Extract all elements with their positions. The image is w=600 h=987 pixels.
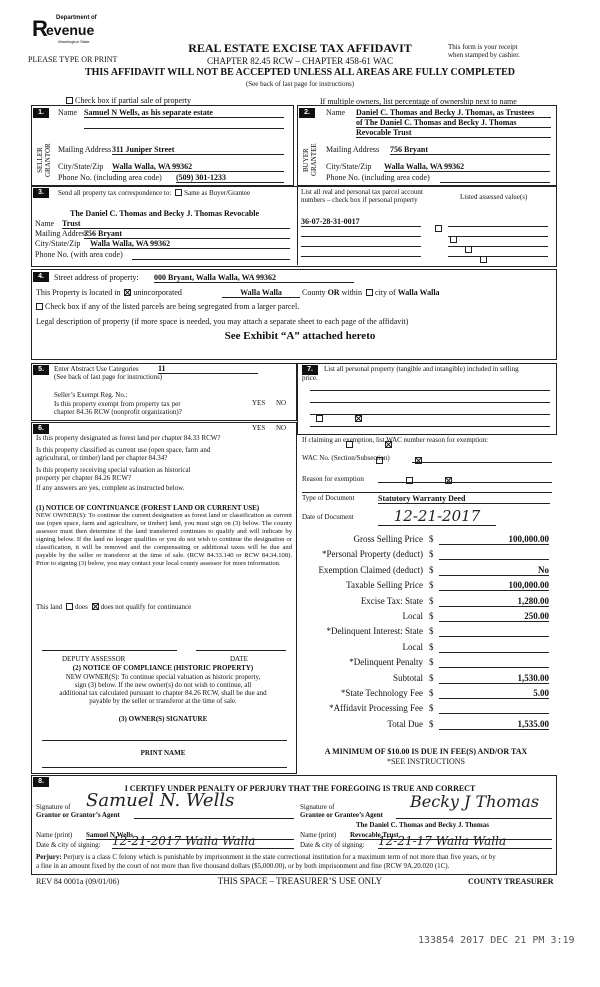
yes-header-6: YES [252, 424, 266, 432]
owner-signature-line [42, 740, 287, 741]
buyer-phone-line [440, 182, 550, 183]
partial-sale-label: Check box if partial sale of property [75, 96, 191, 105]
doc-type: Statutory Warranty Deed [378, 494, 550, 504]
exempt-q1: Is this property exempt from property tax per [54, 400, 181, 408]
form-title: REAL ESTATE EXCISE TAX AFFIDAVIT [188, 41, 412, 55]
exempt-reg-label: Seller’s Exempt Reg. No.: [54, 391, 128, 399]
seller-mailing: 311 Juniper Street [112, 145, 284, 155]
reason-line [378, 482, 552, 483]
seller-city: Walla Walla, WA 99362 [112, 162, 284, 172]
this-land-row [36, 603, 191, 611]
fee-row-value [439, 549, 549, 560]
multi-owner-note: If multiple owners, list percentage of ownership next to name [320, 97, 517, 106]
fee-row-currency: $ [429, 611, 434, 621]
buyer-phone-label: Phone No. (including area code) [326, 173, 430, 182]
this-land-label: This land [36, 603, 63, 611]
deputy-date-label: DATE [230, 655, 248, 663]
fee-row-label: *Affidavit Processing Fee [329, 703, 423, 714]
fee-row-label: Gross Selling Price [353, 534, 423, 544]
logo-sub: Washington State [58, 39, 90, 44]
parcel-2-line [301, 236, 421, 237]
grantee-agent-label: Grantee or Grantee’s Agent [300, 811, 384, 819]
grantee-name-1: The Daniel C. Thomas and Becky J. Thomas [356, 821, 489, 829]
fee-row-value: 100,000.00 [439, 534, 549, 545]
treasurer-space-label: THIS SPACE – TREASURER’S USE ONLY [217, 876, 383, 886]
parcel-1-personal-checkbox[interactable] [435, 225, 442, 232]
tax-name-label: Name [35, 219, 55, 228]
abstract-label: Enter Abstract Use Categories [54, 365, 139, 373]
doc-date: 12-21-2017 [378, 507, 496, 526]
fee-row-value: 1,535.00 [439, 719, 549, 730]
grantee-name-print-label: Name (print) [300, 831, 337, 839]
see-back-note: (See back of last page for instructions) [245, 80, 355, 88]
fee-row-currency: $ [429, 564, 434, 575]
receipt-note-1: This form is your receipt [448, 43, 518, 51]
notice-compliance-line-3: additional tax calculated pursuant to chapter 84.26 RCW, shall be due and [59, 689, 267, 697]
personal-property-label-2: price. [302, 374, 318, 382]
buyer-mailing-label: Mailing Address [326, 145, 380, 154]
logo-word: evenue [46, 22, 95, 38]
section-7-box [297, 363, 557, 435]
partial-sale-checkbox[interactable] [66, 97, 73, 104]
print-note: PLEASE TYPE OR PRINT [28, 55, 118, 64]
fee-row-label: Exemption Claimed (deduct) [318, 564, 423, 575]
section-6-number: 6. [33, 424, 49, 434]
fee-row-value [439, 642, 549, 653]
section-3-number: 3. [33, 188, 49, 198]
grantor-date-label: Date & city of signing: [36, 841, 101, 849]
perjury-title: Perjury: [36, 853, 62, 861]
fee-row-label: Taxable Selling Price [346, 580, 423, 591]
seller-city-label: City/State/Zip [58, 162, 104, 171]
no-header-6: NO [276, 424, 287, 432]
exemption-claim-label: If claiming an exemption, list WAC number reason for exemption: [302, 436, 489, 444]
seller-side-label: SELLER GRANTOR [36, 143, 52, 177]
fee-row-currency: $ [429, 549, 434, 560]
buyer-name-label: Name [326, 108, 346, 117]
notice-compliance-title: (2) NOTICE OF COMPLIANCE (HISTORIC PROPERTY) [72, 664, 254, 672]
fee-row-label: *Delinquent Penalty [349, 657, 423, 668]
wac-label: WAC No. (Section/Subsection) [302, 454, 390, 462]
land-does-checkbox[interactable] [66, 603, 73, 610]
does-label: does [75, 603, 88, 611]
unincorporated-checkbox[interactable] [124, 289, 131, 296]
parcel-4-assessed-line [448, 256, 548, 257]
buyer-name-2: of The Daniel C. Thomas and Becky J. Thomas [356, 118, 551, 128]
assessed-header: Listed assessed value(s) [460, 193, 528, 201]
grantor-name-print: Samuel N Wells [86, 831, 294, 840]
buyer-city-label: City/State/Zip [326, 162, 372, 171]
fee-row-currency: $ [429, 595, 434, 606]
see-instructions-note: *SEE INSTRUCTIONS [386, 757, 465, 766]
fee-row-currency: $ [429, 580, 434, 591]
grantee-signature-line [396, 818, 552, 819]
current-use-question-b: agricultural, or timber) land per chapter 84.34? [36, 454, 168, 462]
form-revision: REV 84 0001a (09/01/06) [36, 877, 120, 886]
section-1-number: 1. [33, 108, 49, 118]
notice-compliance-line-1: NEW OWNER(S): To continue special valuation as historic property, [65, 673, 261, 681]
perjury-text [36, 853, 556, 861]
personal-line-3 [310, 414, 550, 415]
segregated-label: Check box if any of the listed parcels are being segregated from a larger parcel. [45, 302, 300, 311]
minimum-note: A MINIMUM OF $10.00 IS DUE IN FEE(S) AND/OR TAX [324, 747, 528, 756]
exhibit-text: See Exhibit “A” attached hereto [224, 330, 376, 342]
parcel-header-1: List all real and personal tax parcel account [301, 188, 423, 196]
yes-header-5: YES [252, 399, 266, 407]
fee-row-value [439, 703, 549, 714]
fee-row-value [439, 626, 549, 637]
tax-name-line1: The Daniel C. Thomas and Becky J. Thomas Revocable [70, 209, 260, 218]
fee-row-currency: $ [429, 534, 434, 544]
form-subtitle: CHAPTER 82.45 RCW – CHAPTER 458-61 WAC [207, 56, 393, 66]
segregated-row [34, 302, 299, 311]
fee-row-currency: $ [429, 703, 434, 714]
parcel-header-2: numbers – check box if personal property [301, 196, 418, 204]
buyer-city: Walla Walla, WA 99362 [384, 162, 550, 172]
fee-row-value: 100,000.00 [439, 580, 549, 591]
fee-row-label: Excise Tax: State [360, 595, 423, 606]
notice-continuance-title: (1) NOTICE OF CONTINUANCE (FOREST LAND OR CURRENT USE) [36, 504, 260, 512]
parcel-4-line [301, 256, 421, 257]
section-7-number: 7. [302, 365, 318, 375]
buyer-side-label: BUYER GRANTEE [302, 143, 318, 177]
grantee-sig-of: Signature of [300, 803, 335, 811]
fee-row-label: Local [402, 641, 423, 652]
current-use-question-a: Is this property classified as current use (open space, farm and [36, 446, 211, 454]
location-row [36, 288, 182, 297]
print-name-line [42, 767, 287, 768]
doc-type-label: Type of Document [302, 494, 355, 502]
fee-row-currency: $ [429, 718, 434, 729]
segregated-checkbox[interactable] [36, 303, 43, 310]
grantor-date-city: 12-21-2017 Walla Walla [112, 834, 294, 849]
city-name: Walla Walla [397, 288, 440, 297]
fee-row-value: 250.00 [439, 611, 549, 622]
buyer-name-1: Daniel C. Thomas and Becky J. Thomas, as Trustees [356, 108, 551, 118]
tax-mailing-label: Mailing Address [35, 229, 89, 238]
buyer-mailing: 756 Bryant [390, 145, 550, 155]
certify-statement: I CERTIFY UNDER PENALTY OF PERJURY THAT THE FOREGOING IS TRUE AND CORRECT [124, 784, 476, 793]
fee-table [297, 534, 555, 734]
logo-r-glyph: R [32, 16, 48, 41]
county-name: Walla Walla [222, 288, 300, 298]
historic-question-a: Is this property receiving special valuation as historical [36, 466, 191, 474]
seller-name-line2 [84, 128, 284, 129]
reason-label: Reason for exemption [302, 475, 364, 483]
county-or-row [302, 288, 440, 297]
notice-continuance-body: NEW OWNER(S): To continue the current designation as forest land or classification as current use (open space, farm and agriculture, or timber) land, you must sign on (3) below. The county assessor must then determine if the land transferred continues to qualify and will indicate by signing below. If the land no longer qualifies or you do not wish to continue the designation or classification, it will be removed and the compensating or additional taxes will be due and payable by the seller or transferor at the time of sale. (RCW 84.33.140 or RCW 84.34.108). Prior to signing (3) below, you may contact your local county assessor for more information. [36, 512, 292, 567]
same-as-buyer-checkbox[interactable] [175, 189, 182, 196]
county-treasurer-label: COUNTY TREASURER [468, 877, 554, 886]
street-label: Street address of property: [54, 273, 139, 282]
or-label: OR [327, 288, 340, 297]
seller-phone: (509) 301-1233 [176, 173, 284, 183]
grantee-signature: Becky J Thomas [410, 792, 540, 811]
personal-line-1 [310, 390, 550, 391]
logo-top-text: Department of [56, 15, 97, 21]
within-label: within [341, 288, 363, 297]
send-correspondence-row [58, 189, 250, 197]
complete-instruction: If any answers are yes, complete as instructed below. [36, 484, 185, 492]
parcel-4-personal-checkbox[interactable] [480, 256, 487, 263]
owner-signature-label: (3) OWNER(S) SIGNATURE [118, 715, 208, 723]
seller-name-label: Name [58, 108, 78, 117]
doc-date-label: Date of Document [302, 513, 354, 521]
recording-stamp: 133854 2017 DEC 21 PM 3:19 [418, 935, 575, 946]
abstract-see-back: (See back of last page for instructions) [54, 373, 163, 381]
county-label: County [302, 288, 326, 297]
wac-line [412, 462, 552, 463]
unincorporated-label: unincorporated [133, 288, 182, 297]
fee-row-value: No [439, 565, 549, 576]
grantor-name-print-label: Name (print) [36, 831, 73, 839]
fee-row-label: Subtotal [392, 672, 423, 683]
personal-property-label-1: List all personal property (tangible and intangible) included in selling [324, 365, 519, 373]
personal-line-2 [310, 402, 550, 403]
land-does-not-checkbox[interactable] [92, 603, 99, 610]
fee-row-value: 5.00 [439, 688, 549, 699]
historic-question-b: property per chapter 84.26 RCW? [36, 474, 132, 482]
seller-name: Samuel N Wells, as his separate estate [84, 108, 284, 118]
form-warning: THIS AFFIDAVIT WILL NOT BE ACCEPTED UNLESS ALL AREAS ARE FULLY COMPLETED [84, 67, 516, 78]
parcel-1: 36-07-28-31-0017 [301, 217, 421, 227]
grantee-date-city: 12-21-17 Walla Walla [378, 834, 552, 849]
fee-row-label: Local [402, 611, 423, 621]
notice-compliance-line-4: payable by the seller or transferor at the time of sale. [89, 697, 237, 705]
section-2-number: 2. [299, 108, 315, 118]
grantee-name-2: Revocable Trust [350, 831, 552, 840]
perjury-line-2: a fine in an amount fixed by the court of not more than five thousand dollars ($5,000.00), or by both imprisonment and fine (RCW 9A.20.020 (1C). [36, 862, 450, 870]
tax-city: Walla Walla, WA 99362 [90, 239, 290, 249]
tax-phone-line [132, 259, 290, 260]
personal-line-4 [310, 426, 550, 427]
parcel-3-personal-checkbox[interactable] [465, 246, 472, 253]
grantor-sig-of: Signature of [36, 803, 71, 811]
street-address: 000 Bryant, Walla Walla, WA 99362 [154, 273, 354, 283]
city-of-label: city of [375, 288, 396, 297]
perjury-line-1: Perjury is a class C felony which is punishable by imprisonment in the state correctional institution for a maximum term of not more than five years, or by [63, 853, 496, 861]
section-8-number: 8. [33, 777, 49, 787]
tax-phone-label: Phone No. (with area code) [35, 250, 123, 259]
located-prefix: This Property is located in [36, 288, 121, 297]
parcel-2-assessed-line [448, 236, 548, 237]
grantor-signature-line [134, 818, 294, 819]
city-checkbox[interactable] [366, 289, 373, 296]
deputy-assessor-label: DEPUTY ASSESSOR [62, 655, 126, 663]
fee-row-label: *Delinquent Interest: State [326, 626, 423, 637]
tax-city-label: City/State/Zip [35, 239, 81, 248]
parcel-1-assessed-line [448, 226, 548, 227]
fee-row-label: Total Due [387, 718, 423, 729]
tax-name-line2: Trust [62, 219, 290, 229]
section-3-divider [297, 186, 298, 265]
same-as-buyer-label: Same as Buyer/Grantee [184, 189, 251, 197]
grantor-agent-label: Grantor or Grantor’s Agent [36, 811, 120, 819]
notice-compliance-line-2: sign (3) below. If the new owner(s) do not wish to continue, all [74, 681, 252, 689]
parcel-3-line [301, 246, 421, 247]
legal-description-label: Legal description of property (if more space is needed, you may attach a separate sheet to each page of the affidavit) [36, 317, 409, 326]
abstract-value: 11 [158, 364, 258, 374]
reason-line-2 [302, 492, 552, 493]
fee-row-currency: $ [429, 688, 434, 698]
deputy-assessor-line [42, 650, 177, 651]
fee-row-value [439, 657, 549, 668]
print-name-label: PRINT NAME [140, 749, 186, 757]
tax-mailing: 756 Bryant [84, 229, 290, 239]
fee-row-label: *Personal Property (deduct) [322, 549, 423, 560]
fee-row-currency: $ [429, 626, 434, 637]
deputy-date-line [196, 650, 286, 651]
send-correspondence-label: Send all property tax correspondence to: [58, 189, 172, 197]
parcel-3-assessed-line [448, 246, 548, 247]
does-not-label: does not qualify for continuance [100, 603, 192, 611]
grantee-date-label: Date & city of signing: [300, 841, 365, 849]
no-header-5: NO [276, 399, 287, 407]
seller-mailing-label: Mailing Address [58, 145, 112, 154]
fee-row-currency: $ [429, 641, 434, 652]
exempt-q2: chapter 84.36 RCW (nonprofit organization)? [54, 408, 182, 416]
parcel-2-personal-checkbox[interactable] [450, 236, 457, 243]
section-4-number: 4. [33, 272, 49, 282]
forest-question: Is this property designated as forest land per chapter 84.33 RCW? [36, 434, 221, 442]
fee-row-currency: $ [429, 657, 434, 668]
fee-row-currency: $ [429, 672, 434, 683]
buyer-name-3: Revocable Trust [356, 128, 551, 138]
fee-row-label: *State Technology Fee [340, 688, 423, 698]
fee-row-value: 1,530.00 [439, 673, 549, 684]
receipt-note-2: when stamped by cashier. [448, 51, 520, 59]
section-5-number: 5. [33, 365, 49, 375]
seller-phone-label: Phone No. (including area code) [58, 173, 162, 182]
grantor-signature: Samuel N. Wells [86, 790, 235, 811]
fee-row-value: 1,280.00 [439, 596, 549, 607]
partial-sale-row [64, 96, 191, 105]
